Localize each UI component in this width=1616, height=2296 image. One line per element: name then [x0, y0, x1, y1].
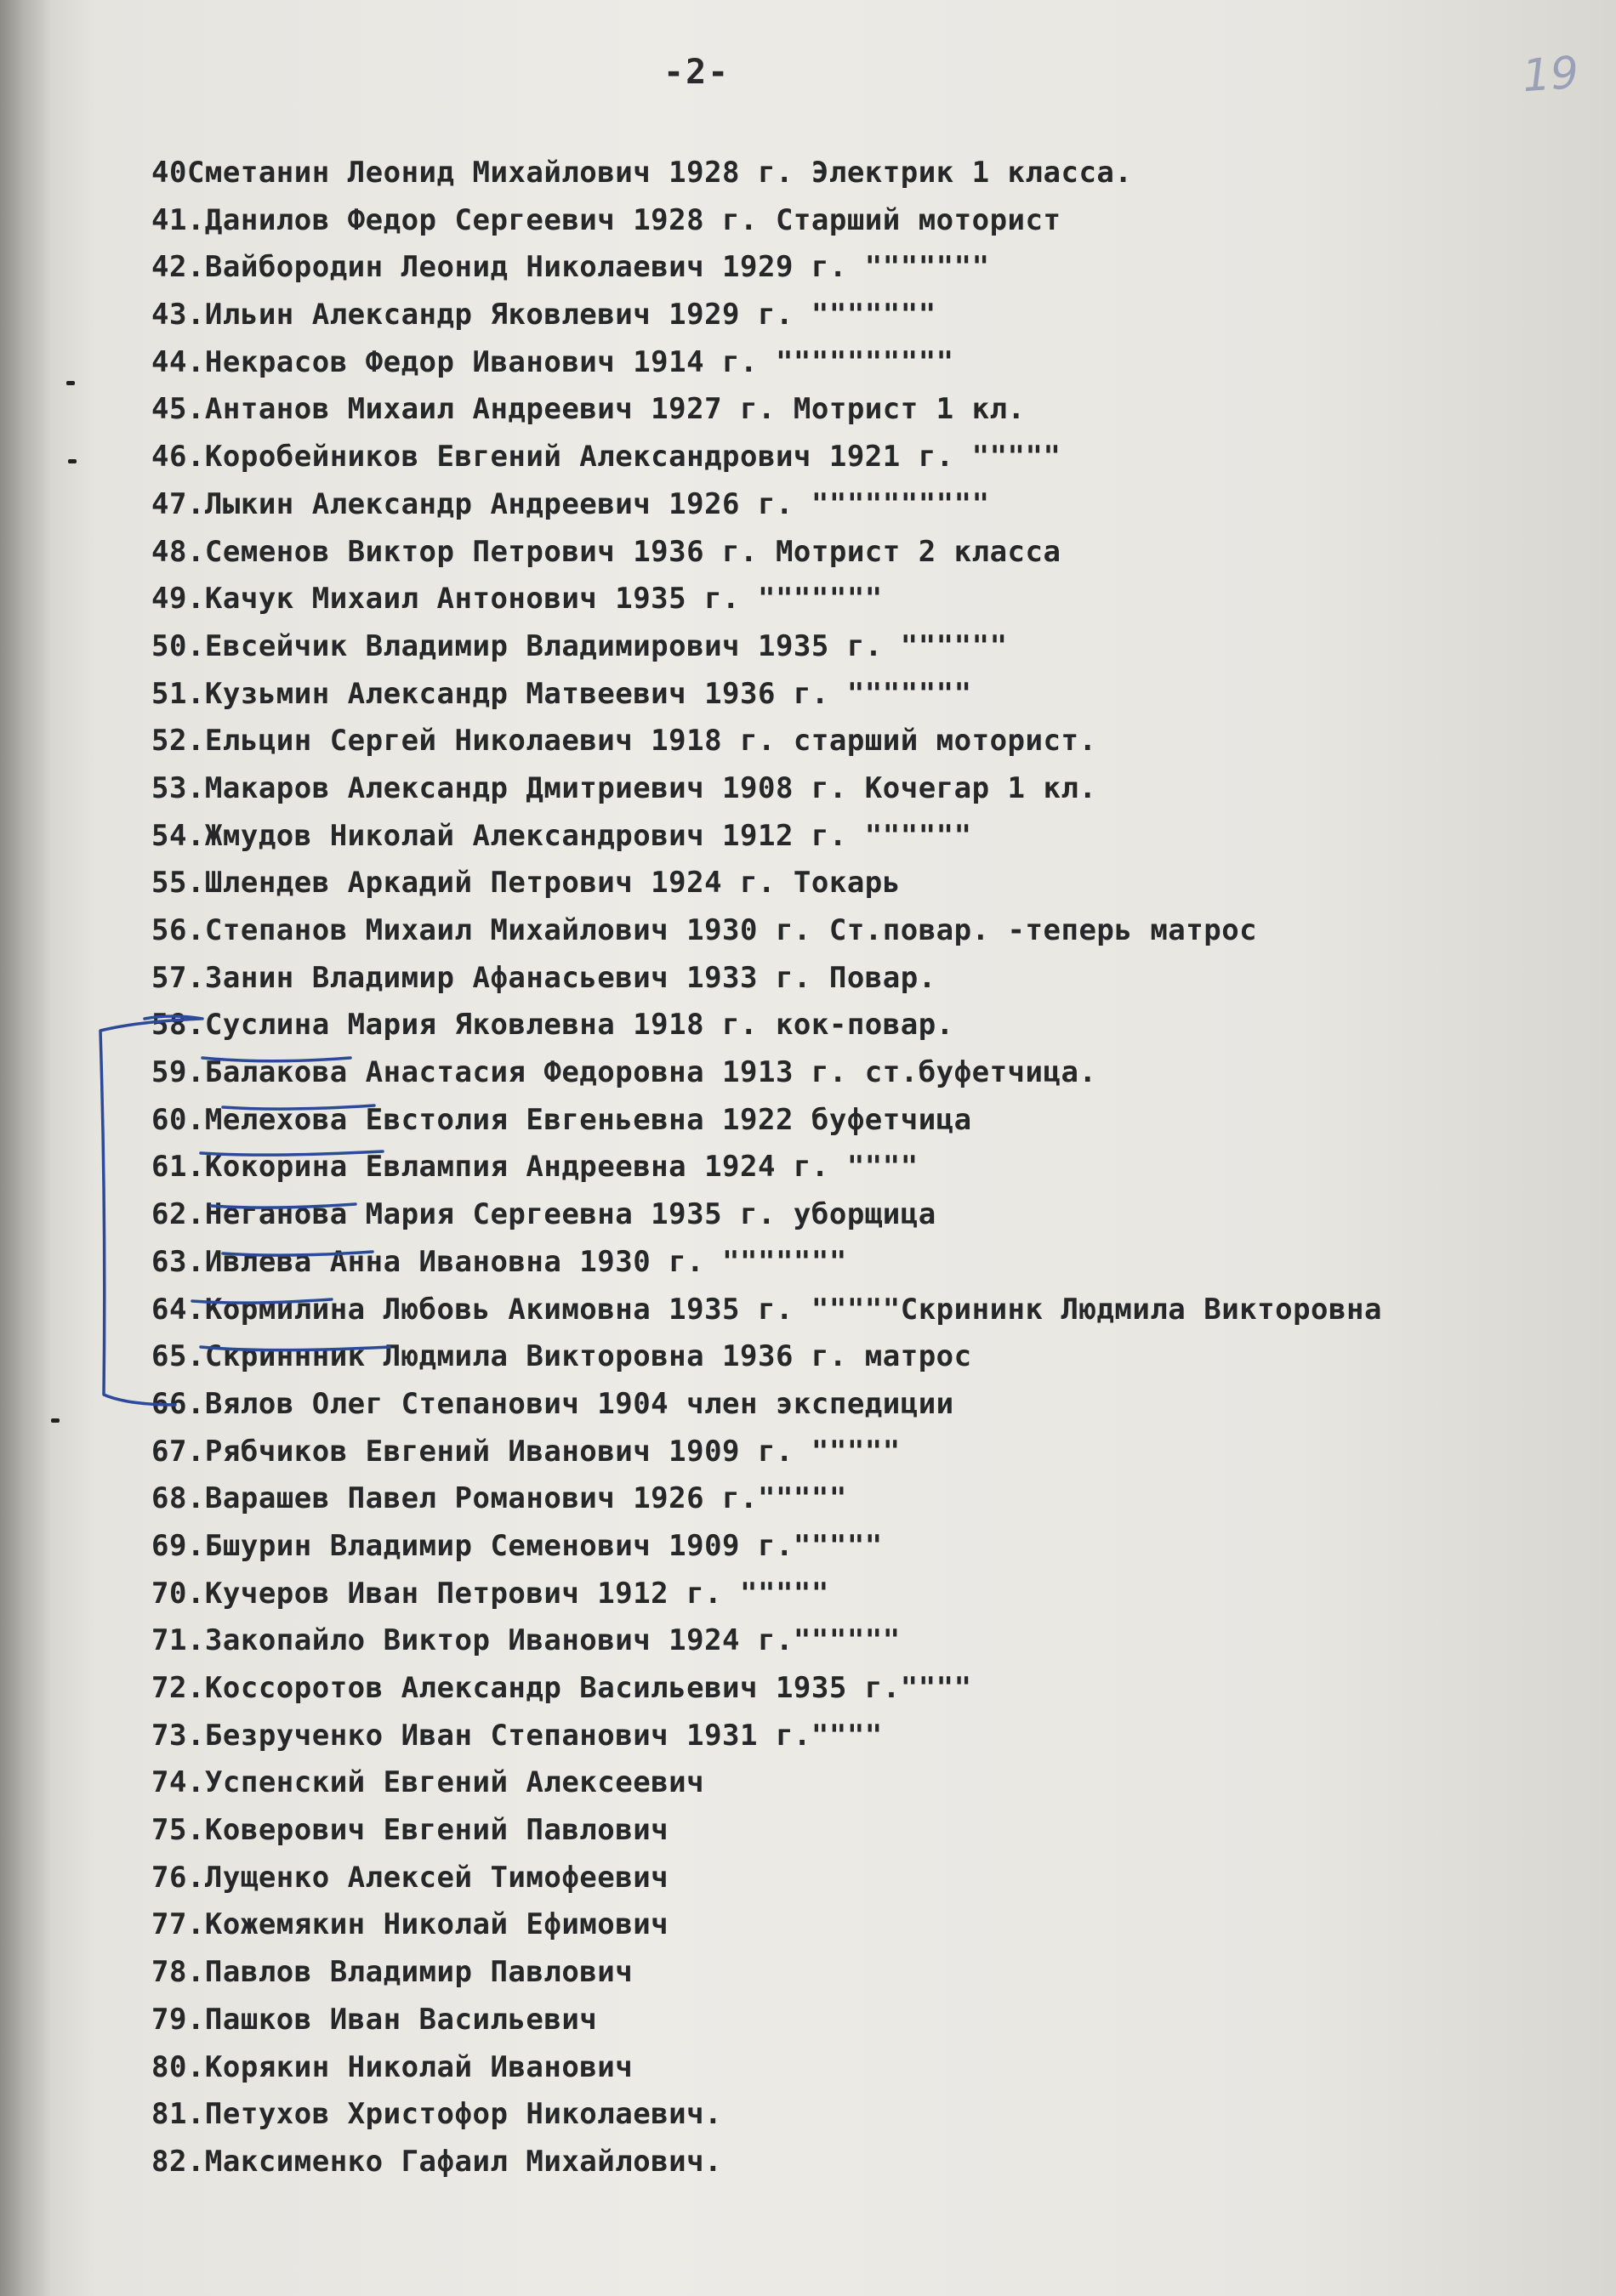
entry-text: Некрасов Федор Иванович 1914 г. """""""""": [204, 344, 954, 379]
entry-number: 74.: [151, 1765, 205, 1800]
entry-text: Варашев Павел Романович 1926 г.""""": [204, 1481, 847, 1516]
list-entry: [151, 2139, 1597, 2186]
entry-number: 47.: [151, 486, 205, 521]
list-entry: [151, 1475, 1597, 1523]
entry-text: Ильин Александр Яковлевич 1929 г. """"""": [204, 298, 936, 332]
entry-text: Пашков Иван Васильевич: [204, 2002, 598, 2037]
entry-text: Вайбородин Леонид Николаевич 1929 г. """"""": [204, 250, 990, 285]
entry-text: Ельцин Сергей Николаевич 1918 г. старший моторист.: [204, 724, 1097, 759]
list-entry: [151, 1287, 1597, 1334]
entry-number: 75.: [151, 1813, 205, 1848]
margin-mark: [66, 381, 75, 385]
entry-number: 76.: [151, 1860, 205, 1895]
list-entry: [151, 718, 1597, 765]
entry-number: 82.: [151, 2144, 205, 2179]
list-entry: [151, 481, 1597, 529]
entry-text: Лыкин Александр Андреевич 1926 г. """""""""": [204, 486, 990, 521]
list-entry: [151, 339, 1597, 387]
entry-text: Рябчиков Евгений Иванович 1909 г. """"": [204, 1434, 901, 1469]
list-entry: [151, 386, 1597, 434]
list-entry: [151, 1901, 1597, 1949]
entry-number: 69.: [151, 1528, 205, 1563]
entry-text: Жмудов Николай Александрович 1912 г. """""": [204, 818, 972, 853]
list-entry: [151, 860, 1597, 907]
entry-text: Антанов Михаил Андреевич 1927 г. Мотрист 1 кл.: [204, 392, 1026, 427]
list-entry: [151, 1049, 1597, 1097]
entry-number: 52.: [151, 724, 205, 759]
entry-number: 66.: [151, 1386, 205, 1421]
margin-mark: [68, 459, 77, 463]
list-entry: [151, 1759, 1597, 1807]
list-entry: [151, 2044, 1597, 2092]
entry-text: Сметанин Леонид Михайлович 1928 г. Электрик 1 класса.: [186, 156, 1133, 190]
entry-text: Коробейников Евгений Александрович 1921 г. """"": [204, 440, 1061, 475]
entry-text: Успенский Евгений Алексеевич: [204, 1765, 705, 1800]
list-entry: [151, 1855, 1597, 1902]
entry-text: Бшурин Владимир Семенович 1909 г.""""": [204, 1528, 883, 1563]
list-entry: [151, 623, 1597, 671]
list-entry: [151, 576, 1597, 623]
entry-number: 45.: [151, 392, 205, 427]
entry-text: Качук Михаил Антонович 1935 г. """"""": [204, 582, 883, 617]
entry-number: 55.: [151, 866, 205, 901]
entry-number: 63.: [151, 1244, 205, 1279]
entry-number: 81.: [151, 2097, 205, 2132]
list-entry: [151, 671, 1597, 719]
entry-number: 56.: [151, 913, 205, 947]
entry-number: 62.: [151, 1197, 205, 1232]
list-entry: [151, 1002, 1597, 1049]
entry-text: Корякин Николай Иванович: [204, 2049, 634, 2084]
list-entry: [151, 813, 1597, 861]
list-entry: [151, 1949, 1597, 1997]
entry-number: 44.: [151, 344, 205, 379]
entry-number: 67.: [151, 1434, 205, 1469]
list-entry: [151, 1333, 1597, 1381]
entry-number: 41.: [151, 202, 205, 237]
list-entry: [151, 1997, 1597, 2044]
list-entry: [151, 1523, 1597, 1571]
list-entry: [151, 529, 1597, 577]
entry-text: Евсейчик Владимир Владимирович 1935 г. """""": [204, 628, 1008, 663]
list-entry: [151, 765, 1597, 813]
entry-text: Лущенко Алексей Тимофеевич: [204, 1860, 669, 1895]
entry-number: 42.: [151, 250, 205, 285]
entry-number: 60.: [151, 1102, 205, 1137]
entry-text: Коверович Евгений Павлович: [204, 1813, 669, 1848]
entry-text: Семенов Виктор Петрович 1936 г. Мотрист 2 класса: [204, 534, 1061, 569]
list-entry: [151, 1097, 1597, 1145]
entry-text: Коссоротов Александр Васильевич 1935 г."""": [204, 1671, 972, 1705]
entry-text: Безрученко Иван Степанович 1931 г."""": [204, 1718, 883, 1753]
entry-number: 53.: [151, 770, 205, 805]
page-number: -2-: [663, 53, 731, 92]
entry-text: Кузьмин Александр Матвеевич 1936 г. """"""": [204, 676, 972, 711]
entry-text: Мелехова Евстолия Евгеньевна 1922 буфетчица: [204, 1102, 972, 1137]
entry-number: 80.: [151, 2049, 205, 2084]
list-entry: [151, 1144, 1597, 1191]
entry-text: Занин Владимир Афанасьевич 1933 г. Повар.: [204, 960, 936, 995]
entry-number: 61.: [151, 1150, 205, 1185]
entry-number: 51.: [151, 676, 205, 711]
entry-text: Петухов Христофор Николаевич.: [204, 2097, 723, 2132]
entry-number: 58.: [151, 1008, 205, 1043]
entry-text: Закопайло Виктор Иванович 1924 г."""""": [204, 1623, 901, 1658]
list-entry: [151, 955, 1597, 1003]
crew-list: [151, 150, 1597, 2186]
list-entry: [151, 1191, 1597, 1239]
entry-number: 54.: [151, 818, 205, 853]
entry-text: Кожемякин Николай Ефимович: [204, 1907, 669, 1942]
list-entry: [151, 1571, 1597, 1618]
list-entry: [151, 292, 1597, 339]
entry-number: 78.: [151, 1955, 205, 1990]
entry-text: Вялов Олег Степанович 1904 член экспедиции: [204, 1386, 954, 1421]
list-entry: [151, 1617, 1597, 1665]
entry-text: Данилов Федор Сергеевич 1928 г. Старший моторист: [204, 202, 1061, 237]
entry-text: Степанов Михаил Михайлович 1930 г. Ст.повар. -теперь матрос: [204, 913, 1258, 947]
list-entry: [151, 197, 1597, 245]
list-entry: [151, 150, 1597, 197]
entry-number: 48.: [151, 534, 205, 569]
entry-number: 70.: [151, 1576, 205, 1611]
entry-text: Ивлева Анна Ивановна 1930 г. """"""": [204, 1244, 847, 1279]
entry-number: 77.: [151, 1907, 205, 1942]
list-entry: [151, 1807, 1597, 1855]
entry-text: Кормилина Любовь Акимовна 1935 г. """""Скрининк Людмила Викторовна: [204, 1292, 1382, 1327]
entry-number: 68.: [151, 1481, 205, 1516]
entry-number: 65.: [151, 1339, 205, 1374]
list-entry: [151, 907, 1597, 955]
entry-text: Кокорина Евлампия Андреевна 1924 г. """": [204, 1150, 919, 1185]
list-entry: [151, 434, 1597, 481]
entry-text: Скриннник Людмила Викторовна 1936 г. матрос: [204, 1339, 972, 1374]
entry-text: Павлов Владимир Павлович: [204, 1955, 634, 1990]
entry-text: Макаров Александр Дмитриевич 1908 г. Кочегар 1 кл.: [204, 770, 1097, 805]
entry-number: 40: [151, 156, 187, 190]
entry-number: 57.: [151, 960, 205, 995]
entry-number: 43.: [151, 298, 205, 332]
entry-number: 64.: [151, 1292, 205, 1327]
list-entry: [151, 1239, 1597, 1287]
entry-number: 49.: [151, 582, 205, 617]
entry-text: Суслина Мария Яковлевна 1918 г. кок-повар.: [204, 1008, 954, 1043]
entry-number: 73.: [151, 1718, 205, 1753]
list-entry: [151, 244, 1597, 292]
entry-number: 72.: [151, 1671, 205, 1705]
entry-text: Шлендев Аркадий Петрович 1924 г. Токарь: [204, 866, 901, 901]
margin-mark: [51, 1418, 60, 1423]
handwritten-folio-number: 19: [1520, 47, 1581, 103]
list-entry: [151, 1381, 1597, 1429]
entry-text: Неганова Мария Сергеевна 1935 г. уборщица: [204, 1197, 936, 1232]
entry-number: 59.: [151, 1055, 205, 1090]
entry-number: 71.: [151, 1623, 205, 1658]
entry-number: 79.: [151, 2002, 205, 2037]
entry-text: Кучеров Иван Петрович 1912 г. """"": [204, 1576, 829, 1611]
list-entry: [151, 1665, 1597, 1713]
page-spine-shadow: [0, 0, 51, 2296]
entry-text: Максименко Гафаил Михайлович.: [204, 2144, 723, 2179]
list-entry: [151, 1713, 1597, 1760]
list-entry: [151, 2091, 1597, 2139]
list-entry: [151, 1429, 1597, 1476]
entry-number: 46.: [151, 440, 205, 475]
entry-text: Балакова Анастасия Федоровна 1913 г. ст.буфетчица.: [204, 1055, 1097, 1090]
entry-number: 50.: [151, 628, 205, 663]
